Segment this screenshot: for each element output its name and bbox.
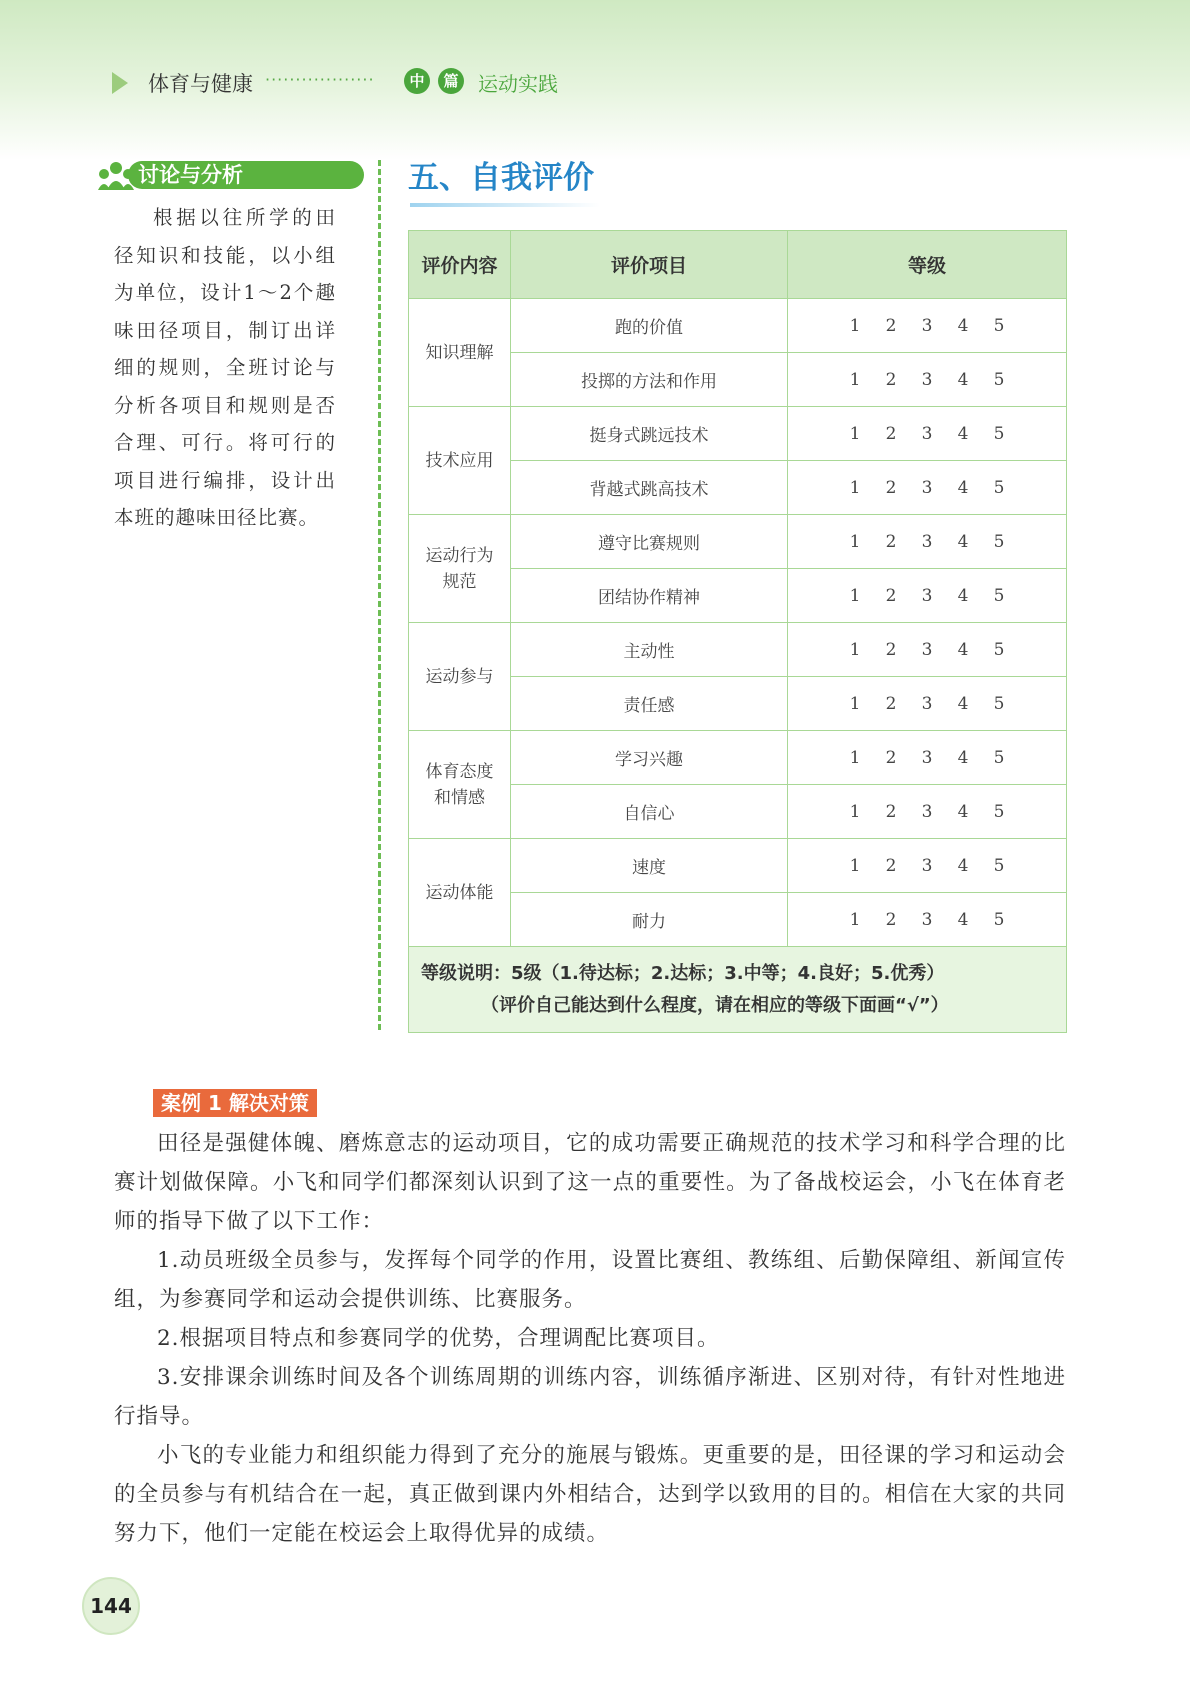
grade-cell [788, 839, 1067, 893]
grade-option[interactable]: 3 [921, 855, 933, 876]
grade-option[interactable]: 2 [885, 855, 897, 876]
grade-option[interactable]: 5 [993, 639, 1005, 660]
grade-option[interactable]: 5 [993, 315, 1005, 336]
grade-option[interactable]: 5 [993, 585, 1005, 606]
grade-option[interactable]: 2 [885, 315, 897, 336]
grade-option[interactable]: 3 [921, 909, 933, 930]
grade-cell [788, 623, 1067, 677]
case-paragraph: 田径是强健体魄、磨炼意志的运动项目，它的成功需要正确规范的技术学习和科学合理的比赛计划做保障。小飞和同学们都深刻认识到了这一点的重要性。为了备战校运会，小飞在体育老师的指导下做了以下工作： [114, 1131, 1066, 1234]
grade-option[interactable]: 3 [921, 801, 933, 822]
grade-option[interactable]: 1 [849, 477, 861, 498]
category-cell: 知识理解 [409, 299, 511, 407]
section-title: 五、自我评价 [408, 160, 594, 196]
grade-option[interactable]: 5 [993, 855, 1005, 876]
book-title: 体育与健康 [148, 72, 253, 96]
grade-option[interactable]: 1 [849, 909, 861, 930]
item-cell: 学习兴趣 [511, 731, 788, 785]
grade-option[interactable]: 5 [993, 369, 1005, 390]
grade-option[interactable]: 1 [849, 369, 861, 390]
grade-option[interactable]: 4 [957, 855, 969, 876]
case-label: 案例 1 解决对策 [153, 1089, 317, 1117]
grade-option[interactable]: 4 [957, 369, 969, 390]
grade-option[interactable]: 4 [957, 531, 969, 552]
section-char-badge-2: 篇 [438, 68, 464, 94]
header-dots: ·················· [265, 70, 375, 89]
table-row [409, 623, 1067, 677]
grade-option[interactable]: 3 [921, 315, 933, 336]
grade-option[interactable]: 5 [993, 693, 1005, 714]
grade-option[interactable]: 4 [957, 693, 969, 714]
item-cell: 速度 [511, 839, 788, 893]
grade-note-line2: （评价自己能达到什么程度，请在相应的等级下面画“√”） [481, 994, 949, 1016]
grade-option[interactable]: 5 [993, 801, 1005, 822]
grade-option[interactable]: 3 [921, 585, 933, 606]
grade-option[interactable]: 1 [849, 423, 861, 444]
item-cell: 团结协作精神 [511, 569, 788, 623]
grade-option[interactable]: 4 [957, 801, 969, 822]
grade-note [409, 947, 1067, 1033]
grade-option[interactable]: 4 [957, 639, 969, 660]
item-cell: 背越式跳高技术 [511, 461, 788, 515]
grade-cell [788, 407, 1067, 461]
header-cell-item: 评价项目 [511, 231, 788, 299]
grade-cell [788, 785, 1067, 839]
category-cell: 运动参与 [409, 623, 511, 731]
case-paragraph: 3.安排课余训练时间及各个训练周期的训练内容，训练循序渐进、区别对待，有针对性地进行指导。 [114, 1365, 1066, 1429]
case-paragraph: 小飞的专业能力和组织能力得到了充分的施展与锻炼。更重要的是，田径课的学习和运动会的全员参与有机结合在一起，真正做到课内外相结合，达到学以致用的目的。相信在大家的共同努力下，他们一定能在校运会上取得优异的成绩。 [114, 1443, 1066, 1546]
grade-cell [788, 461, 1067, 515]
table-row [409, 731, 1067, 785]
item-cell: 跑的价值 [511, 299, 788, 353]
grade-option[interactable]: 1 [849, 531, 861, 552]
grade-option[interactable]: 2 [885, 801, 897, 822]
grade-option[interactable]: 1 [849, 801, 861, 822]
grade-option[interactable]: 2 [885, 909, 897, 930]
grade-option[interactable]: 3 [921, 531, 933, 552]
discussion-label: 讨论与分析 [128, 161, 364, 189]
category-cell: 技术应用 [409, 407, 511, 515]
grade-option[interactable]: 5 [993, 909, 1005, 930]
item-cell: 挺身式跳远技术 [511, 407, 788, 461]
item-cell: 自信心 [511, 785, 788, 839]
item-cell: 主动性 [511, 623, 788, 677]
grade-option[interactable]: 4 [957, 909, 969, 930]
section-title-underline [410, 203, 600, 207]
grade-option[interactable]: 1 [849, 639, 861, 660]
table-row [409, 515, 1067, 569]
grade-option[interactable]: 2 [885, 747, 897, 768]
grade-cell [788, 569, 1067, 623]
grade-option[interactable]: 2 [885, 477, 897, 498]
grade-option[interactable]: 5 [993, 477, 1005, 498]
item-cell: 遵守比赛规则 [511, 515, 788, 569]
grade-option[interactable]: 3 [921, 369, 933, 390]
grade-cell [788, 299, 1067, 353]
grade-option[interactable]: 1 [849, 585, 861, 606]
header-cell-grade: 等级 [788, 231, 1067, 299]
category-cell: 运动体能 [409, 839, 511, 947]
grade-option[interactable]: 1 [849, 747, 861, 768]
grade-option[interactable]: 2 [885, 585, 897, 606]
case-body [114, 1124, 1066, 1553]
header-cell-content: 评价内容 [409, 231, 511, 299]
table-body [409, 299, 1067, 947]
grade-option[interactable]: 3 [921, 477, 933, 498]
grade-option[interactable]: 2 [885, 369, 897, 390]
grade-cell [788, 677, 1067, 731]
grade-option[interactable]: 5 [993, 531, 1005, 552]
item-cell: 投掷的方法和作用 [511, 353, 788, 407]
item-cell: 耐力 [511, 893, 788, 947]
grade-option[interactable]: 5 [993, 423, 1005, 444]
table-row [409, 407, 1067, 461]
grade-option[interactable]: 1 [849, 315, 861, 336]
category-cell: 体育态度和情感 [409, 731, 511, 839]
case-paragraph: 1.动员班级全员参与，发挥每个同学的作用，设置比赛组、教练组、后勤保障组、新闻宣传组，为参赛同学和运动会提供训练、比赛服务。 [114, 1248, 1066, 1312]
grade-option[interactable]: 1 [849, 693, 861, 714]
item-cell: 责任感 [511, 677, 788, 731]
chapter-title: 运动实践 [478, 72, 558, 96]
table-row [409, 839, 1067, 893]
grade-cell [788, 353, 1067, 407]
grade-option[interactable]: 4 [957, 585, 969, 606]
grade-option[interactable]: 2 [885, 423, 897, 444]
grade-option[interactable]: 3 [921, 639, 933, 660]
grade-option[interactable]: 4 [957, 315, 969, 336]
discussion-text: 根据以往所学的田径知识和技能，以小组为单位，设计1～2个趣味田径项目，制订出详细的规则，全班讨论与分析各项目和规则是否合理、可行。将可行的项目进行编排，设计出本班的趣味田径比赛。 [114, 206, 336, 529]
table-row [409, 299, 1067, 353]
section-char-badge: 中 [404, 68, 430, 94]
grade-option[interactable]: 3 [921, 747, 933, 768]
grade-option[interactable]: 1 [849, 855, 861, 876]
grade-cell [788, 893, 1067, 947]
sidebar-divider [378, 160, 381, 1030]
grade-option[interactable]: 4 [957, 423, 969, 444]
play-arrow-icon [112, 72, 128, 94]
grade-cell [788, 731, 1067, 785]
self-evaluation-table [408, 230, 1067, 1033]
page-number: 144 [82, 1577, 140, 1635]
grade-option[interactable]: 2 [885, 693, 897, 714]
grade-note-line1: 等级说明：5级（1.待达标；2.达标；3.中等；4.良好；5.优秀） [421, 962, 945, 984]
grade-cell [788, 515, 1067, 569]
grade-option[interactable]: 3 [921, 693, 933, 714]
grade-option[interactable]: 4 [957, 747, 969, 768]
grade-option[interactable]: 2 [885, 531, 897, 552]
category-cell: 运动行为规范 [409, 515, 511, 623]
grade-option[interactable]: 5 [993, 747, 1005, 768]
grade-option[interactable]: 3 [921, 423, 933, 444]
grade-option[interactable]: 2 [885, 639, 897, 660]
case-paragraph: 2.根据项目特点和参赛同学的优势，合理调配比赛项目。 [157, 1326, 720, 1351]
grade-option[interactable]: 4 [957, 477, 969, 498]
